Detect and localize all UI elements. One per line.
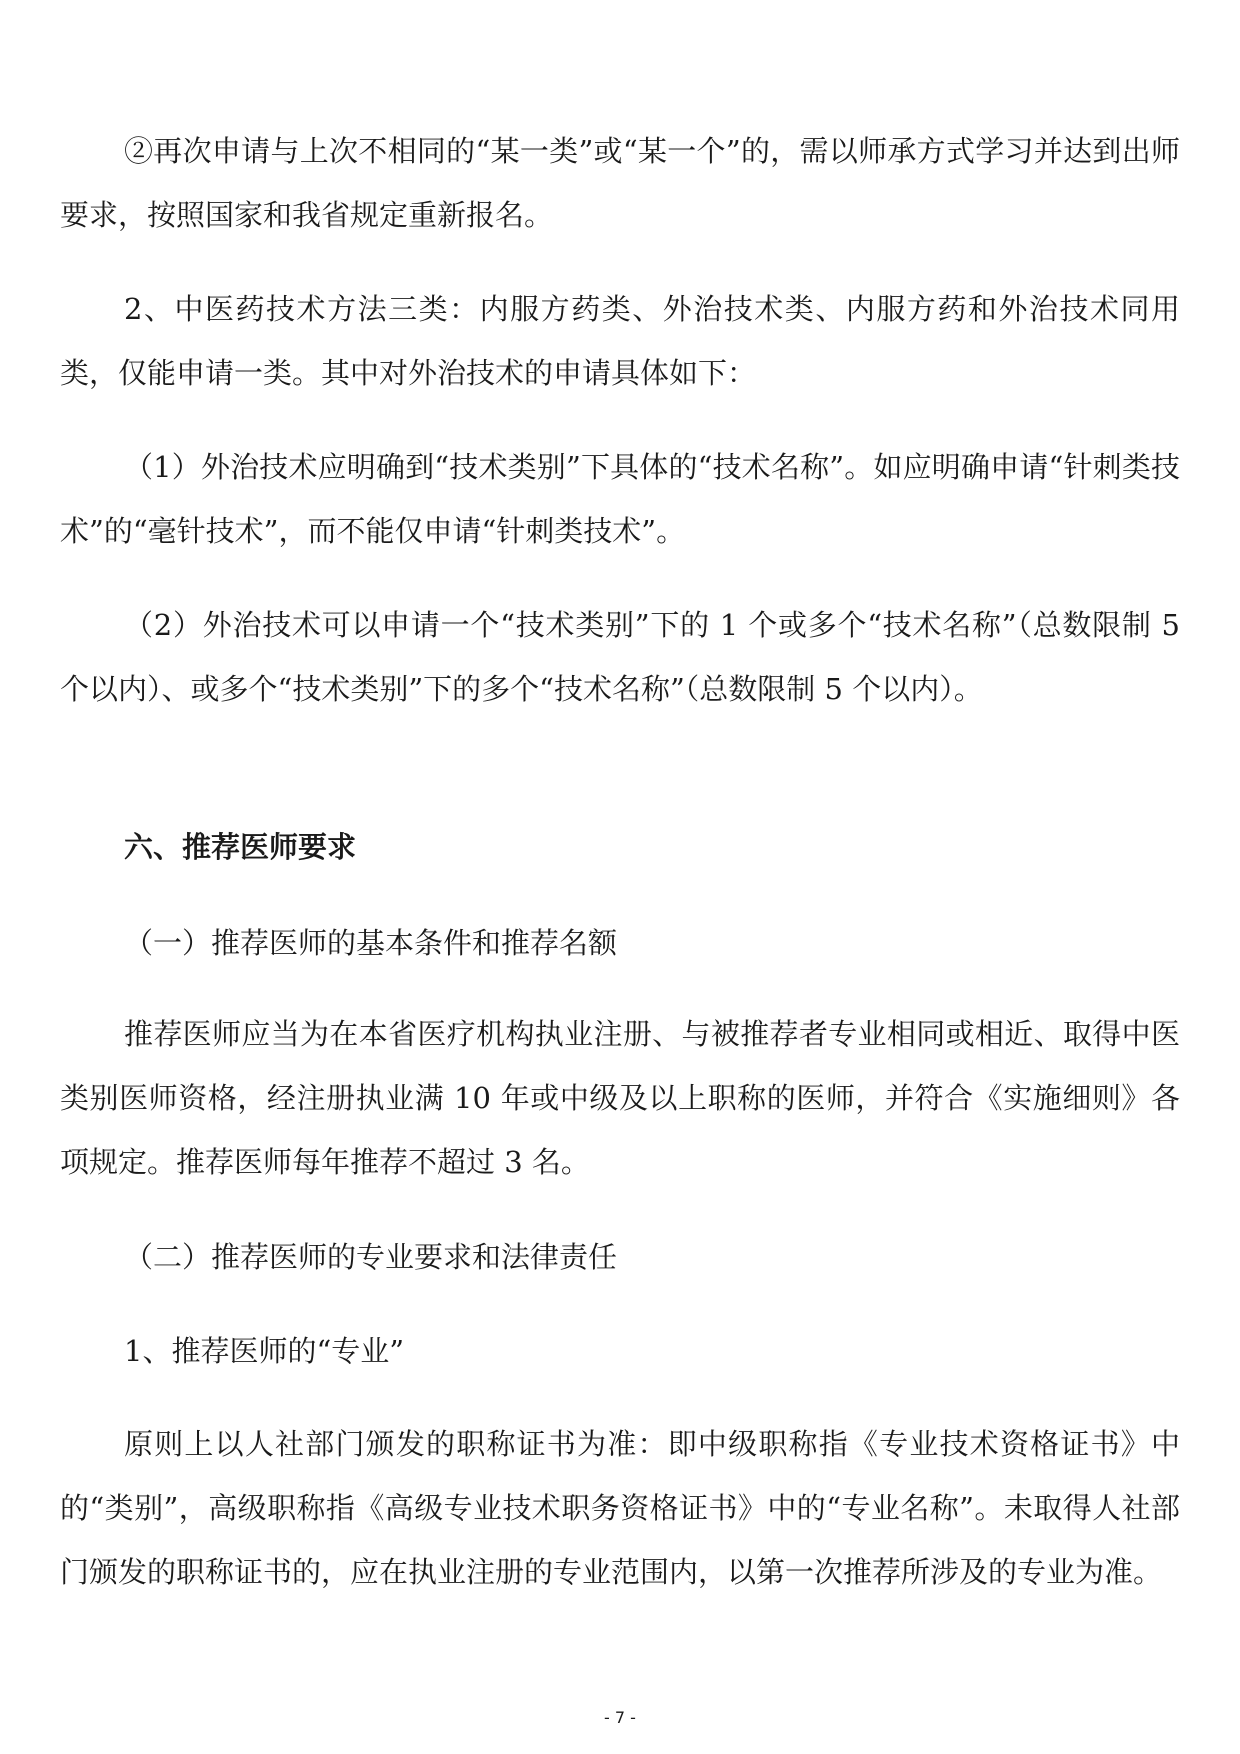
subsection-heading-6-2: （二）推荐医师的专业要求和法律责任 <box>124 1240 618 1274</box>
paragraph-reapply-rule: ②再次申请与上次不相同的“某一类”或“某一个”的，需以师承方式学习并达到出师要求，按照国家和我省规定重新报名。 <box>60 134 1180 232</box>
subsection-heading-6-1: （一）推荐医师的基本条件和推荐名额 <box>124 926 618 960</box>
paragraph-specialty-definition: 原则上以人社部门颁发的职称证书为准：即中级职称指《专业技术资格证书》中的“类别”，高级职称指《高级专业技术职务资格证书》中的“专业名称”。未取得人社部门颁发的职称证书的，应在执业注册的专业范围内，以第一次推荐所涉及的专业为准。 <box>60 1427 1180 1589</box>
page-number: - 7 - <box>604 1708 636 1727</box>
paragraph-tcm-methods: 2、中医药技术方法三类：内服方药类、外治技术类、内服方药和外治技术同用类，仅能申请一类。其中对外治技术的申请具体如下： <box>60 292 1180 390</box>
section-heading-6: 六、推荐医师要求 <box>124 830 357 864</box>
item-heading-specialty: 1、推荐医师的“专业” <box>124 1334 405 1368</box>
paragraph-external-technique-1: （1）外治技术应明确到“技术类别”下具体的“技术名称”。如应明确申请“针刺类技术”的“毫针技术”，而不能仅申请“针刺类技术”。 <box>60 450 1180 548</box>
paragraph-recommender-conditions: 推荐医师应当为在本省医疗机构执业注册、与被推荐者专业相同或相近、取得中医类别医师资格，经注册执业满 10 年或中级及以上职称的医师，并符合《实施细则》各项规定。推荐医师每年推荐不超过 3 名。 <box>60 1017 1180 1179</box>
paragraph-external-technique-2: （2）外治技术可以申请一个“技术类别”下的 1 个或多个“技术名称”（总数限制 5 个以内）、或多个“技术类别”下的多个“技术名称”（总数限制 5 个以内）。 <box>60 608 1180 706</box>
